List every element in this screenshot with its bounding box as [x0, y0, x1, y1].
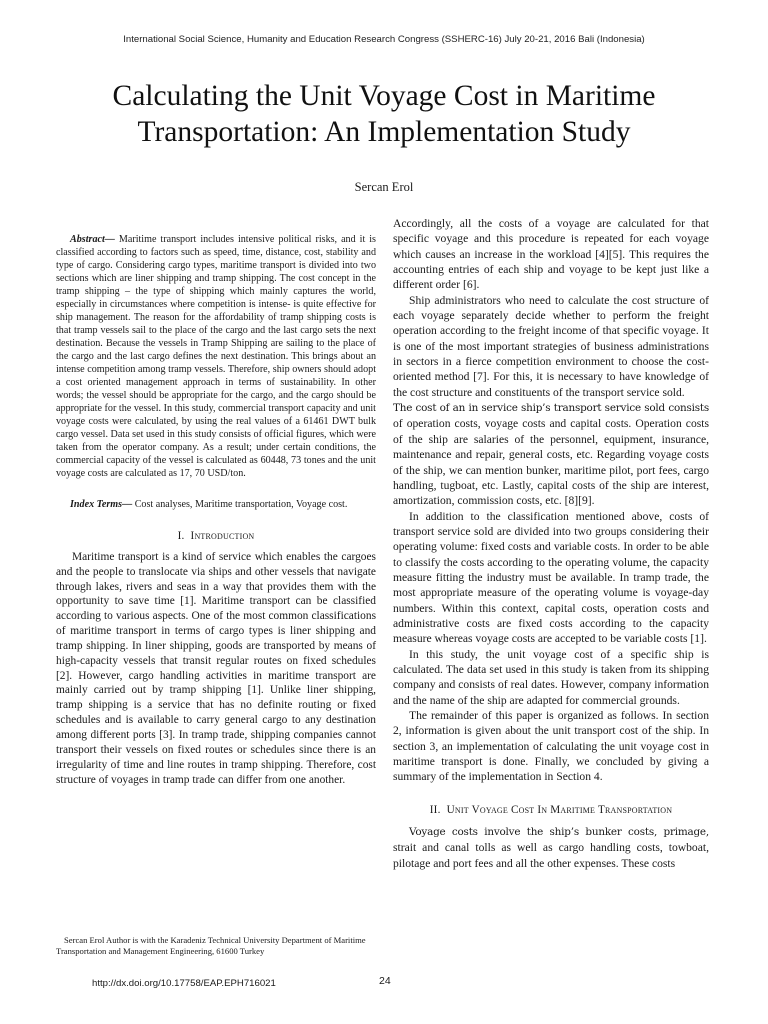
abstract-text: Maritime transport includes intensive political risks, and it is classified according to factors such as speed, time, distance, cost, stability and type of cargo. Considering cargo types, maritime transport is divided into two sections which are liner shipping and tramp shipping. The cost concept in the tramp shipping – the type of shipping which mainly captures the world, especially in circumstances where competition is intense- is quite effective for ship management. The reason for the affordability of tramp shipping costs is that tramp vessels sail to the place of the cargo and the last cargo sets the next destination. Because the vessels in Tramp Shipping are sailing to the place of the cargo and the last cargo defines the next destination. This brings about an intense competition among tramp vessels. Therefore, ship owners should adopt a cost oriented management approach in terms of sustainability. In other words; the vessel should be appropriate for the cargo, and the cargo should be appropriate for the vessel. In this study, commercial transport capacity and unit voyage costs were calculated, by using the real values of a 61461 DWT bulk cargo vessel. Data set used in this study consists of official figures, which were taken from the operator company. As a result; under certain conditions, the commercial capacity of the vessel is calculated as 60448, 73 tones and the unit voyage costs are calculated as 17, 70 USD/ton.	[56, 234, 376, 479]
section-heading-unit-voyage-cost: II. Unit Voyage Cost In Maritime Transportation	[429, 803, 673, 816]
section2-paragraph-1: Voyage costs involve the ship’s bunker costs, primage, strait and canal tolls as well as cargo handling costs, towboat, pilotage and port fees and all the other expenses. These costs	[393, 826, 709, 870]
author-footnote: Sercan Erol Author is with the Karadeniz Technical University Department of Maritime Transportation and Management Engineering, 61600 Turkey	[56, 935, 366, 956]
section-heading-introduction: I. Introduction	[177, 530, 255, 542]
left-column	[56, 233, 376, 787]
intro-paragraph-4: The cost of an in service ship’s transport service sold consists of operation costs, voyage costs and capital costs. Operation costs of the ship are salaries of the personnel, equipment, insurance, maintenance and repair, general costs, etc. Regarding voyage costs of the ship, we can mention bunker, maritime pilot, port fees, cargo handling, tugboat, etc. Lastly, capital costs of the ship are interest, amortization, commission costs, etc. [8][9].	[393, 402, 709, 508]
index-terms-label: Index Terms—	[70, 499, 133, 510]
abstract	[56, 233, 376, 480]
intro-paragraph-6: In this study, the unit voyage cost of a specific ship is calculated. The data set used in this study is taken from its shipping company and consists of real dates. However, company information and the name of the ship are adapted for commercial grounds.	[393, 647, 709, 707]
index-terms-text: Cost analyses, Maritime transportation, Voyage cost.	[132, 499, 348, 510]
author-name: Sercan Erol	[354, 180, 414, 194]
intro-paragraph-4-lead: The cost of an in service ship’s transport service sold consists	[393, 402, 709, 415]
intro-paragraph-7: The remainder of this paper is organized as follows. In section 2, information is given about the unit transport cost of the ship. In section 3, an implementation of calculating the unit voyage cost in maritime transport is done. Finally, we concluded by giving a summary of the implementation in Section 4.	[393, 709, 709, 784]
paper-title: Calculating the Unit Voyage Cost in Maritime Transportation: An Implementation Study	[112, 80, 656, 148]
intro-paragraph-1: Maritime transport is a kind of service which enables the cargoes and the people to translocate via ships and other vessels that navigate through lakes, rivers and seas in a way that provides them with the opportunity to save time [1]. Maritime transport can be classified according to various aspects. One of the most common classifications of maritime transport in terms of cargo types is liner shipping and tramp shipping. In liner shipping, goods are transported by means of high-capacity vessels that transit regular routes on fixed schedules [2]. However, cargo handling activities in maritime transport are mainly carried out by tramp shipping [1]. Unlike liner shipping, tramp shipping is a service that has no definite routing or fixed schedules and is available to carry general cargo to any destination among different ports [3]. In tramp trade, shipping companies cannot transport their vessels on fixed routes or schedules since there is an irregularity of time and line routes in tramp shipping. Therefore, cost structure of voyages in tramp trade can differ from one another.	[56, 550, 376, 786]
conference-header: International Social Science, Humanity and Education Research Congress (SSHERC-16) July 20-21, 2016 Bali (Indonesia)	[123, 34, 645, 45]
intro-paragraph-2: Accordingly, all the costs of a voyage are calculated for that specific voyage and this procedure is repeated for each voyage which causes an increase in the workload [4][5]. This requires the accounting entries of each ship and voyage to be kept just like a different order [6].	[393, 217, 709, 292]
page-number: 24	[379, 975, 391, 987]
right-column	[393, 216, 709, 871]
section2-paragraph-1-lead: Voyage costs involve the ship’s bunker costs, primage,	[409, 826, 709, 839]
abstract-label: Abstract—	[70, 234, 115, 245]
index-terms	[56, 498, 376, 511]
doi-link[interactable]: http://dx.doi.org/10.17758/EAP.EPH716021	[92, 978, 276, 989]
intro-paragraph-5: In addition to the classification mentioned above, costs of transport service sold are divided into two groups considering their operating volume: fixed costs and variable costs. In order to be able to classify the costs according to the operating volume, the capacity measure fitting the industry must be available. In tramp trade, the most appropriate measure of the operating volume is voyage-day numbers. Within this context, capital costs, operation costs and administrative costs are fixed costs according to the capacity measure whereas voyage costs are accepted to be variable costs [1].	[393, 509, 709, 646]
intro-paragraph-3: Ship administrators who need to calculate the cost structure of each voyage separately decide whether to perform the freight operation according to the freight income of that specific voyage. It is one of the most important strategies of business administrations in sectors in a fierce competition environment to choose the cost-oriented method [7]. For this, it is necessary to have knowledge of the cost structure and constituents of the transport service sold.	[393, 293, 709, 399]
